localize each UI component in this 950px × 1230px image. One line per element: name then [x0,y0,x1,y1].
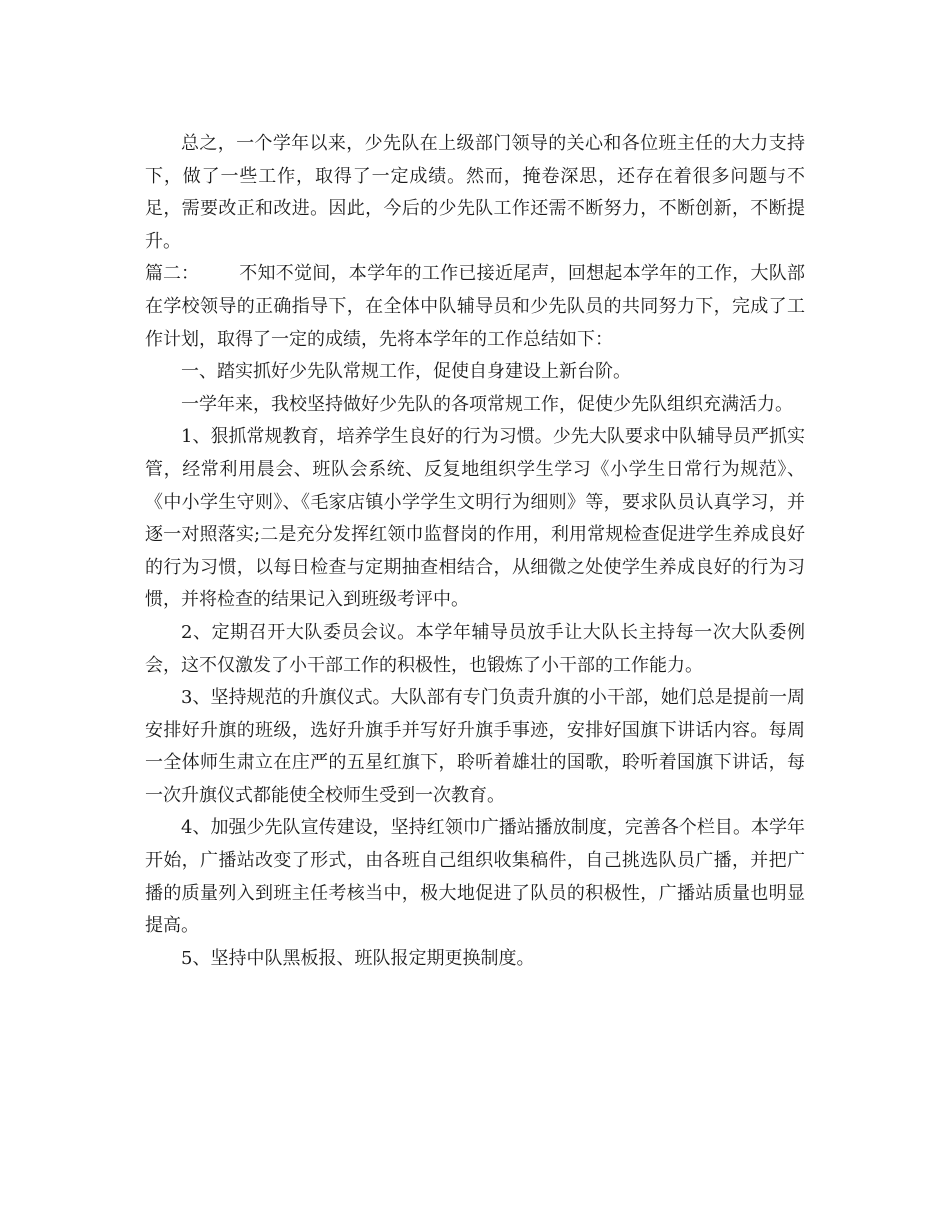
section-two-intro-text: 不知不觉间，本学年的工作已接近尾声，回想起本学年的工作，大队部在学校领导的正确指导下，在全体中队辅导员和少先队员的共同努力下，完成了工作计划，取得了一定的成绩，先将本学年的工作总结如下： [145,263,805,350]
heading-routine-work: 一、踏实抓好少先队常规工作，促使自身建设上新台阶。 [181,361,631,383]
paragraph-item-2: 2、定期召开大队委员会议。本学年辅导员放手让大队长主持每一次大队委例会，这不仅激发了小干部工作的积极性，也锻炼了小干部的工作能力。 [145,621,805,676]
paragraph-routine-overview: 一学年来，我校坚持做好少先队的各项常规工作，促使少先队组织充满活力。 [181,393,793,415]
paragraph-item-5: 5、坚持中队黑板报、班队报定期更换制度。 [181,947,535,969]
paragraph-item-1: 1、狠抓常规教育，培养学生良好的行为习惯。少先大队要求中队辅导员严抓实管，经常利用晨会、班队会系统、反复地组织学生学习《小学生日常行为规范》、《中小学生守则》、《毛家店镇小学学生文明行为细则》等，要求队员认真学习，并逐一对照落实;二是充分发挥红领巾监督岗的作用，利用常规检查促进学生养成良好的行为习惯，以每日检查与定期抽查相结合，从细微之处使学生养成良好的行为习惯，并将检查的结果记入到班级考评中。 [145,426,805,611]
document-body [145,128,805,975]
paragraph-section-two-intro [145,258,805,356]
paragraph-item-3: 3、坚持规范的升旗仪式。大队部有专门负责升旗的小干部，她们总是提前一周安排好升旗的班级，选好升旗手并写好升旗手事迹，安排好国旗下讲话内容。每周一全体师生肃立在庄严的五星红旗下，聆听着雄壮的国歌，聆听着国旗下讲话，每一次升旗仪式都能使全校师生受到一次教育。 [145,687,805,806]
paragraph-item-4: 4、加强少先队宣传建设，坚持红领巾广播站播放制度，完善各个栏目。本学年开始，广播站改变了形式，由各班自己组织收集稿件，自己挑选队员广播，并把广播的质量列入到班主任考核当中，极大地促进了队员的积极性，广播站质量也明显提高。 [145,817,805,937]
section-label: 篇二： [145,263,199,285]
paragraph-summary: 总之，一个学年以来，少先队在上级部门领导的关心和各位班主任的大力支持下，做了一些工作，取得了一定成绩。然而，掩卷深思，还存在着很多问题与不足，需要改正和改进。因此，今后的少先队工作还需不断努力，不断创新，不断提升。 [145,133,805,252]
